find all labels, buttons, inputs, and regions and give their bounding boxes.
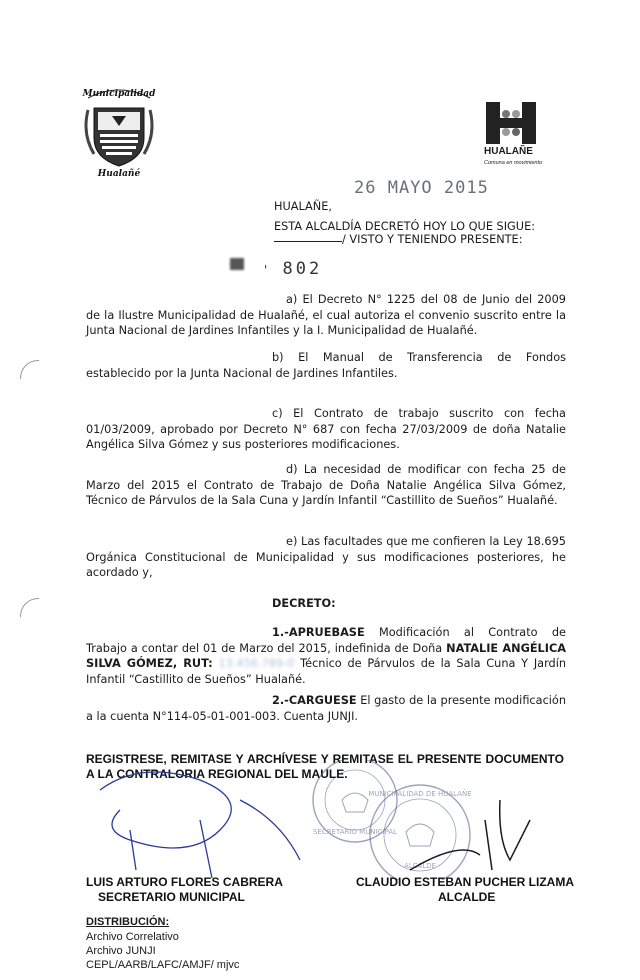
logo-tagline: Comuna en movimiento: [484, 160, 543, 166]
distribution-heading: DISTRIBUCIÓN:: [86, 916, 170, 928]
date-stamp: 26 MAYO 2015: [354, 178, 489, 198]
consideration-b: b) El Manual de Transferencia de Fondos establecido por la Junta Nacional de Jardines Infantiles.: [86, 351, 566, 380]
smudge-mark: [230, 258, 244, 270]
consideration-a: a) El Decreto N° 1225 del 08 de Junio del 2009 de la Ilustre Municipalidad de Hualañé, el cual autoriza el convenio suscrito entre la Junta Nacional de Jardines Infantiles y la I. Municipalidad de Hualañé.: [86, 293, 566, 338]
item2-text: El gasto de la presente modificación a la cuenta N°114-05-01-001-003. Cuenta JUNJI.: [86, 694, 566, 723]
consideration-d: d) La necesidad de modificar con fecha 25 de Marzo del 2015 el Contrato de Trabajo de Doña Natalie Angélica Silva Gómez, Técnico de Párvulos de la Sala Cuna y Jardín Infantil “Castillito de Sueños” Hualañé.: [86, 463, 566, 508]
left-signatory-title: SECRETARIO MUNICIPAL: [98, 890, 245, 904]
secretary-stamp-text: SECRETARIO MUNICIPAL: [312, 828, 398, 836]
item1-text-b: Técnico de Párvulos de la Sala Cuna Y Jardín Infantil “Castillito de Sueños” Hualañé.: [86, 657, 566, 686]
mayor-stamp: [368, 785, 471, 880]
item1-text-a: Modificación al Contrato de Trabajo a contar del 01 de Marzo del 2015, indefinida de Doña: [86, 626, 566, 655]
decree-item-1: [86, 625, 566, 687]
consideration-e: e) Las facultades que me confieren la Ley 18.695 Orgánica Constitucional de Municipalidad y sus modificaciones posteriores, he acordado y,: [86, 535, 566, 580]
hualane-logo: [480, 100, 560, 170]
crest-bottom-text: Hualañé: [97, 169, 141, 178]
intro-line-2: / VISTO Y TENIENDO PRESENTE:: [342, 233, 523, 246]
distribution-line: CEPL/AARB/LAFC/AMJF/ mjvc: [86, 959, 240, 971]
item1-label: 1.-APRUEBASE: [272, 626, 365, 639]
place-line: HUALAÑE,: [274, 200, 332, 213]
decreto-heading: DECRETO:: [272, 597, 336, 610]
stamps-and-signatures: [80, 760, 580, 880]
mayor-stamp-bottom: ALCALDE: [403, 862, 437, 870]
secretary-signature: [100, 772, 231, 848]
margin-mark: [20, 598, 39, 617]
right-signatory-title: ALCALDE: [438, 890, 496, 904]
mayor-stamp-text: MUNICIPALIDAD DE HUALAÑE: [368, 790, 472, 798]
item1-name: NATALIE ANGÉLICA SILVA GÓMEZ, RUT:: [86, 641, 566, 671]
intro-line-1: ESTA ALCALDÍA DECRETÓ HOY LO QUE SIGUE:: [274, 220, 536, 233]
blank-line: [274, 241, 342, 242]
distribution-line: Archivo JUNJI: [86, 945, 156, 957]
right-signatory-name: CLAUDIO ESTEBAN PUCHER LIZAMA: [356, 875, 574, 889]
distribution-list: [86, 930, 239, 972]
margin-mark: [20, 360, 39, 379]
closing-text: REGISTRESE, REMITASE Y ARCHÍVESE Y REMITASE EL PRESENTE DOCUMENTO A LA CONTRALORIA REGIONAL DEL MAULE.: [86, 752, 564, 781]
logo-name: HUALAÑE: [484, 146, 533, 157]
item2-label: 2.-CARGUESE: [272, 694, 357, 707]
left-signatory-name: LUIS ARTURO FLORES CABRERA: [86, 875, 283, 889]
distribution-line: Archivo Correlativo: [86, 931, 179, 943]
decree-item-2: [86, 693, 566, 724]
consideration-c: c) El Contrato de trabajo suscrito con fecha 01/03/2009, aprobado por Decreto N° 687 con fecha 27/03/2009 de doña Natalie Angélica Silva Gómez y sus posteriores modificaciones.: [86, 407, 566, 452]
rut-redacted: 13.456.789-0: [218, 657, 295, 671]
decree-number: ' 802: [262, 259, 323, 279]
crest-top-text: Municipalidad: [82, 89, 156, 99]
municipal-crest-logo: [78, 80, 160, 178]
